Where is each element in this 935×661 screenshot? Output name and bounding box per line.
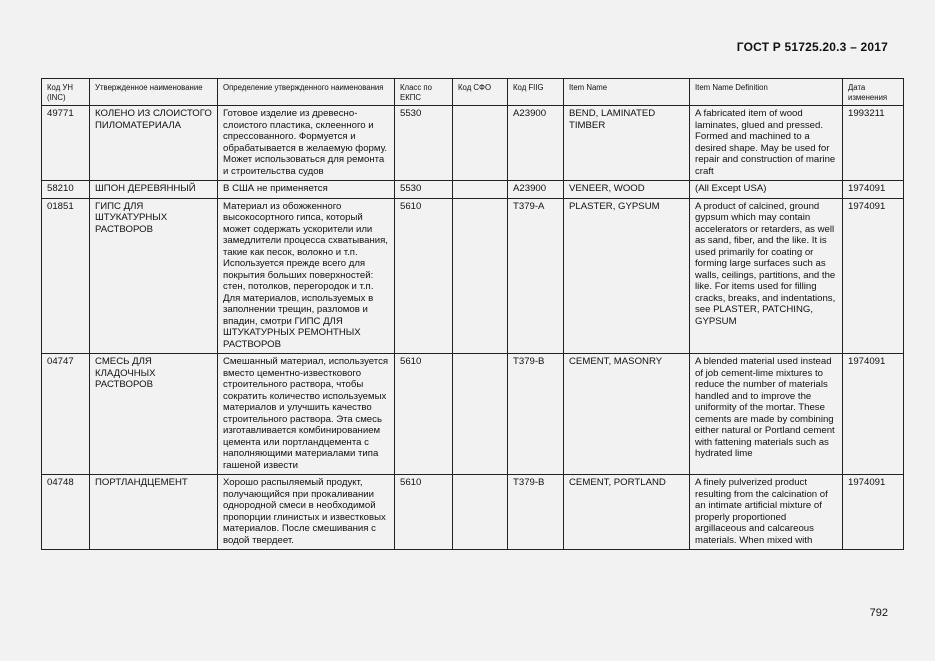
cell-date: 1974091 [843,475,904,550]
cell-sfo [453,106,508,181]
page-number: 792 [869,607,888,619]
cell-def-ru: В США не применяется [218,181,395,199]
cell-item-name: VENEER, WOOD [564,181,690,199]
col-header-def-ru: Определение утвержденного наименования [218,79,395,106]
cell-def-en: A fabricated item of wood laminates, glued and pressed. Formed and machined to a desired shape. May be used for repair and construction of marine craft [690,106,843,181]
table-row [42,198,904,354]
cell-sfo [453,198,508,354]
table-row [42,181,904,199]
cell-def-ru: Готовое изделие из древесно-слоистого пластика, склеенного и спрессованного. Формуется и обрабатывается в желаемую форму. Может использоваться для ремонта и строительства судов [218,106,395,181]
cell-inc: 04747 [42,354,90,475]
cell-def-ru: Смешанный материал, используется вместо цементно-известкового строительного раствора, чтобы сократить количество используемых материалов и улучшить качество строительного раствора. Эта смесь изготавливается комбинированием цемента или портландцемента с наполняющими материалами типа гашеной извести [218,354,395,475]
cell-date: 1974091 [843,354,904,475]
cell-inc: 49771 [42,106,90,181]
cell-sfo [453,181,508,199]
cell-def-ru: Материал из обожженного высокосортного гипса, который может содержать ускорители или замедлители процесса схватывания, такие как песок, волокно и т.п. Используется прежде всего для покрытия больших поверхностей: стен, потолков, перегородок и т.п. Для материалов, используемых в заполнении трещин, разломов и впадин, смотри ГИПС ДЛЯ ШТУКАТУРНЫХ РЕМОНТНЫХ РАСТВОРОВ [218,198,395,354]
cell-fiig: A23900 [508,181,564,199]
cell-class: 5610 [395,475,453,550]
cell-def-ru: Хорошо распыляемый продукт, получающийся при прокаливании однородной смеси в необходимой пропорции глинистых и известковых материалов. После смешивания с водой твердеет. [218,475,395,550]
cell-item-name: CEMENT, PORTLAND [564,475,690,550]
cell-fiig: A23900 [508,106,564,181]
cell-name-ru: ГИПС ДЛЯ ШТУКАТУРНЫХ РАСТВОРОВ [90,198,218,354]
cell-class: 5610 [395,198,453,354]
col-header-def-en: Item Name Definition [690,79,843,106]
cell-class: 5610 [395,354,453,475]
table-row [42,475,904,550]
cell-name-ru: ШПОН ДЕРЕВЯННЫЙ [90,181,218,199]
col-header-date: Дата изменения [843,79,904,106]
cell-item-name: PLASTER, GYPSUM [564,198,690,354]
col-header-fiig: Код FIIG [508,79,564,106]
cell-name-ru: ПОРТЛАНДЦЕМЕНТ [90,475,218,550]
document-header: ГОСТ Р 51725.20.3 – 2017 [736,40,888,54]
cell-def-en: A finely pulverized product resulting from the calcination of an intimate artificial mixture of properly proportioned argillaceous and calcareous materials. When mixed with [690,475,843,550]
cell-def-en: A blended material used instead of job cement-lime mixtures to reduce the number of materials handled and to improve the uniformity of the mortar. These cements are made by combining either natural or Portland cement with fattening materials such as hydrated lime [690,354,843,475]
cell-name-ru: СМЕСЬ ДЛЯ КЛАДОЧНЫХ РАСТВОРОВ [90,354,218,475]
table-row [42,106,904,181]
cell-date: 1993211 [843,106,904,181]
col-header-inc: Код УН (INC) [42,79,90,106]
cell-fiig: T379-B [508,354,564,475]
table-header-row [42,79,904,106]
cell-fiig: T379-A [508,198,564,354]
cell-fiig: T379-B [508,475,564,550]
cell-sfo [453,475,508,550]
cell-item-name: BEND, LAMINATED TIMBER [564,106,690,181]
table-row [42,354,904,475]
catalog-table [41,78,904,550]
col-header-sfo: Код СФО [453,79,508,106]
cell-sfo [453,354,508,475]
cell-def-en: (All Except USA) [690,181,843,199]
cell-date: 1974091 [843,181,904,199]
cell-class: 5530 [395,181,453,199]
col-header-item-name: Item Name [564,79,690,106]
cell-inc: 58210 [42,181,90,199]
cell-date: 1974091 [843,198,904,354]
cell-inc: 01851 [42,198,90,354]
col-header-name-ru: Утвержденное наименование [90,79,218,106]
col-header-class: Класс по ЕКПС [395,79,453,106]
cell-inc: 04748 [42,475,90,550]
cell-name-ru: КОЛЕНО ИЗ СЛОИСТОГО ПИЛОМАТЕРИАЛА [90,106,218,181]
cell-def-en: A product of calcined, ground gypsum which may contain accelerators or retarders, as well as sand, fiber, and the like. It is used primarily for coating or forming large surfaces such as walls, ceilings, partitions, and the like. For items used for filling cracks, breaks, and indentations, see PLASTER, PATCHING, GYPSUM [690,198,843,354]
cell-class: 5530 [395,106,453,181]
cell-item-name: CEMENT, MASONRY [564,354,690,475]
